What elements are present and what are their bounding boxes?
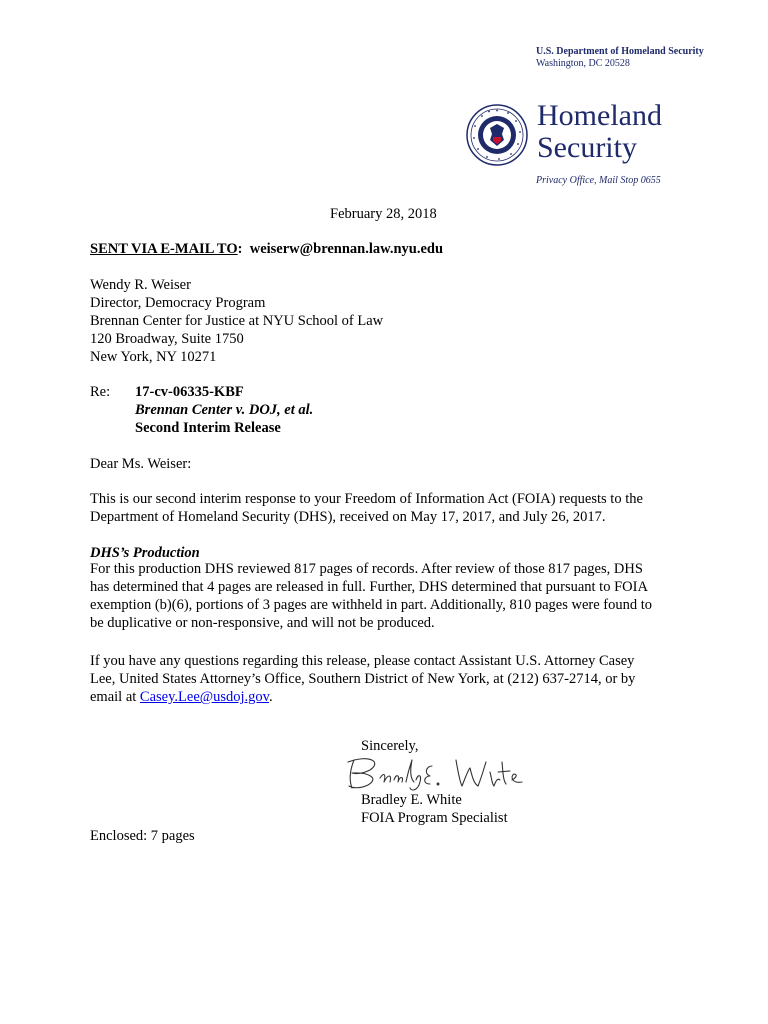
re-block <box>135 383 313 437</box>
signer-title: FOIA Program Specialist <box>361 810 508 826</box>
brand-wordmark <box>537 100 662 164</box>
email-prefix: email at <box>90 689 140 705</box>
dhs-seal-icon <box>466 104 528 166</box>
brand-line-2: Security <box>537 131 637 164</box>
case-number: 17-cv-06335-KBF <box>135 384 244 400</box>
sent-via-email: weiserw@brennan.law.nyu.edu <box>249 241 444 257</box>
letter-date: February 28, 2018 <box>330 206 437 222</box>
contact-paragraph <box>90 652 680 706</box>
email-suffix: . <box>268 689 273 705</box>
department-name: U.S. Department of Homeland Security <box>536 46 704 57</box>
contact-email-link[interactable]: Casey.Lee@usdoj.gov <box>139 689 269 705</box>
paragraph-line: exemption (b)(6), portions of 3 pages are withheld in part. Additionally, 810 pages were found to <box>90 597 653 613</box>
recipient-line: Brennan Center for Justice at NYU School of Law <box>90 313 384 329</box>
paragraph-line: Department of Homeland Security (DHS), received on May 17, 2017, and July 26, 2017. <box>90 509 606 525</box>
privacy-office: Privacy Office, Mail Stop 0655 <box>536 175 661 186</box>
re-label: Re: <box>90 384 111 400</box>
paragraph-line <box>90 688 680 706</box>
section-heading: DHS’s Production <box>90 545 200 561</box>
paragraph-line: This is our second interim response to your Freedom of Information Act (FOIA) requests to the <box>90 491 643 507</box>
enclosure-note: Enclosed: 7 pages <box>90 828 195 844</box>
signer-name: Bradley E. White <box>361 792 462 808</box>
recipient-line: Director, Democracy Program <box>90 295 266 311</box>
handwritten-signature <box>340 752 530 792</box>
department-address: Washington, DC 20528 <box>536 58 630 69</box>
recipient-line: 120 Broadway, Suite 1750 <box>90 331 244 347</box>
recipient-line: Wendy R. Weiser <box>90 277 191 293</box>
paragraph-line: be duplicative or non-responsive, and will not be produced. <box>90 615 435 631</box>
recipient-address <box>90 276 383 366</box>
production-paragraph <box>90 560 690 632</box>
signer-block <box>361 791 508 827</box>
intro-paragraph <box>90 490 680 526</box>
case-caption: Brennan Center v. DOJ, et al. <box>135 402 314 418</box>
sent-via-label: SENT VIA E-MAIL TO <box>90 241 238 257</box>
release-subject: Second Interim Release <box>135 420 281 436</box>
salutation: Dear Ms. Weiser: <box>90 456 192 472</box>
brand-line-1: Homeland <box>537 99 662 132</box>
paragraph-line: If you have any questions regarding this release, please contact Assistant U.S. Attorney Casey <box>90 653 635 669</box>
paragraph-line: For this production DHS reviewed 817 pages of records. After review of those 817 pages, DHS <box>90 561 643 577</box>
paragraph-line: has determined that 4 pages are released in full. Further, DHS determined that pursuant to FOIA <box>90 579 648 595</box>
recipient-line: New York, NY 10271 <box>90 349 217 365</box>
sent-via-line: SENT VIA E-MAIL TO: weiserw@brennan.law.nyu.edu <box>90 241 444 257</box>
closing: Sincerely, <box>361 738 419 754</box>
paragraph-line: Lee, United States Attorney’s Office, Southern District of New York, at (212) 637-2714, or by <box>90 671 636 687</box>
